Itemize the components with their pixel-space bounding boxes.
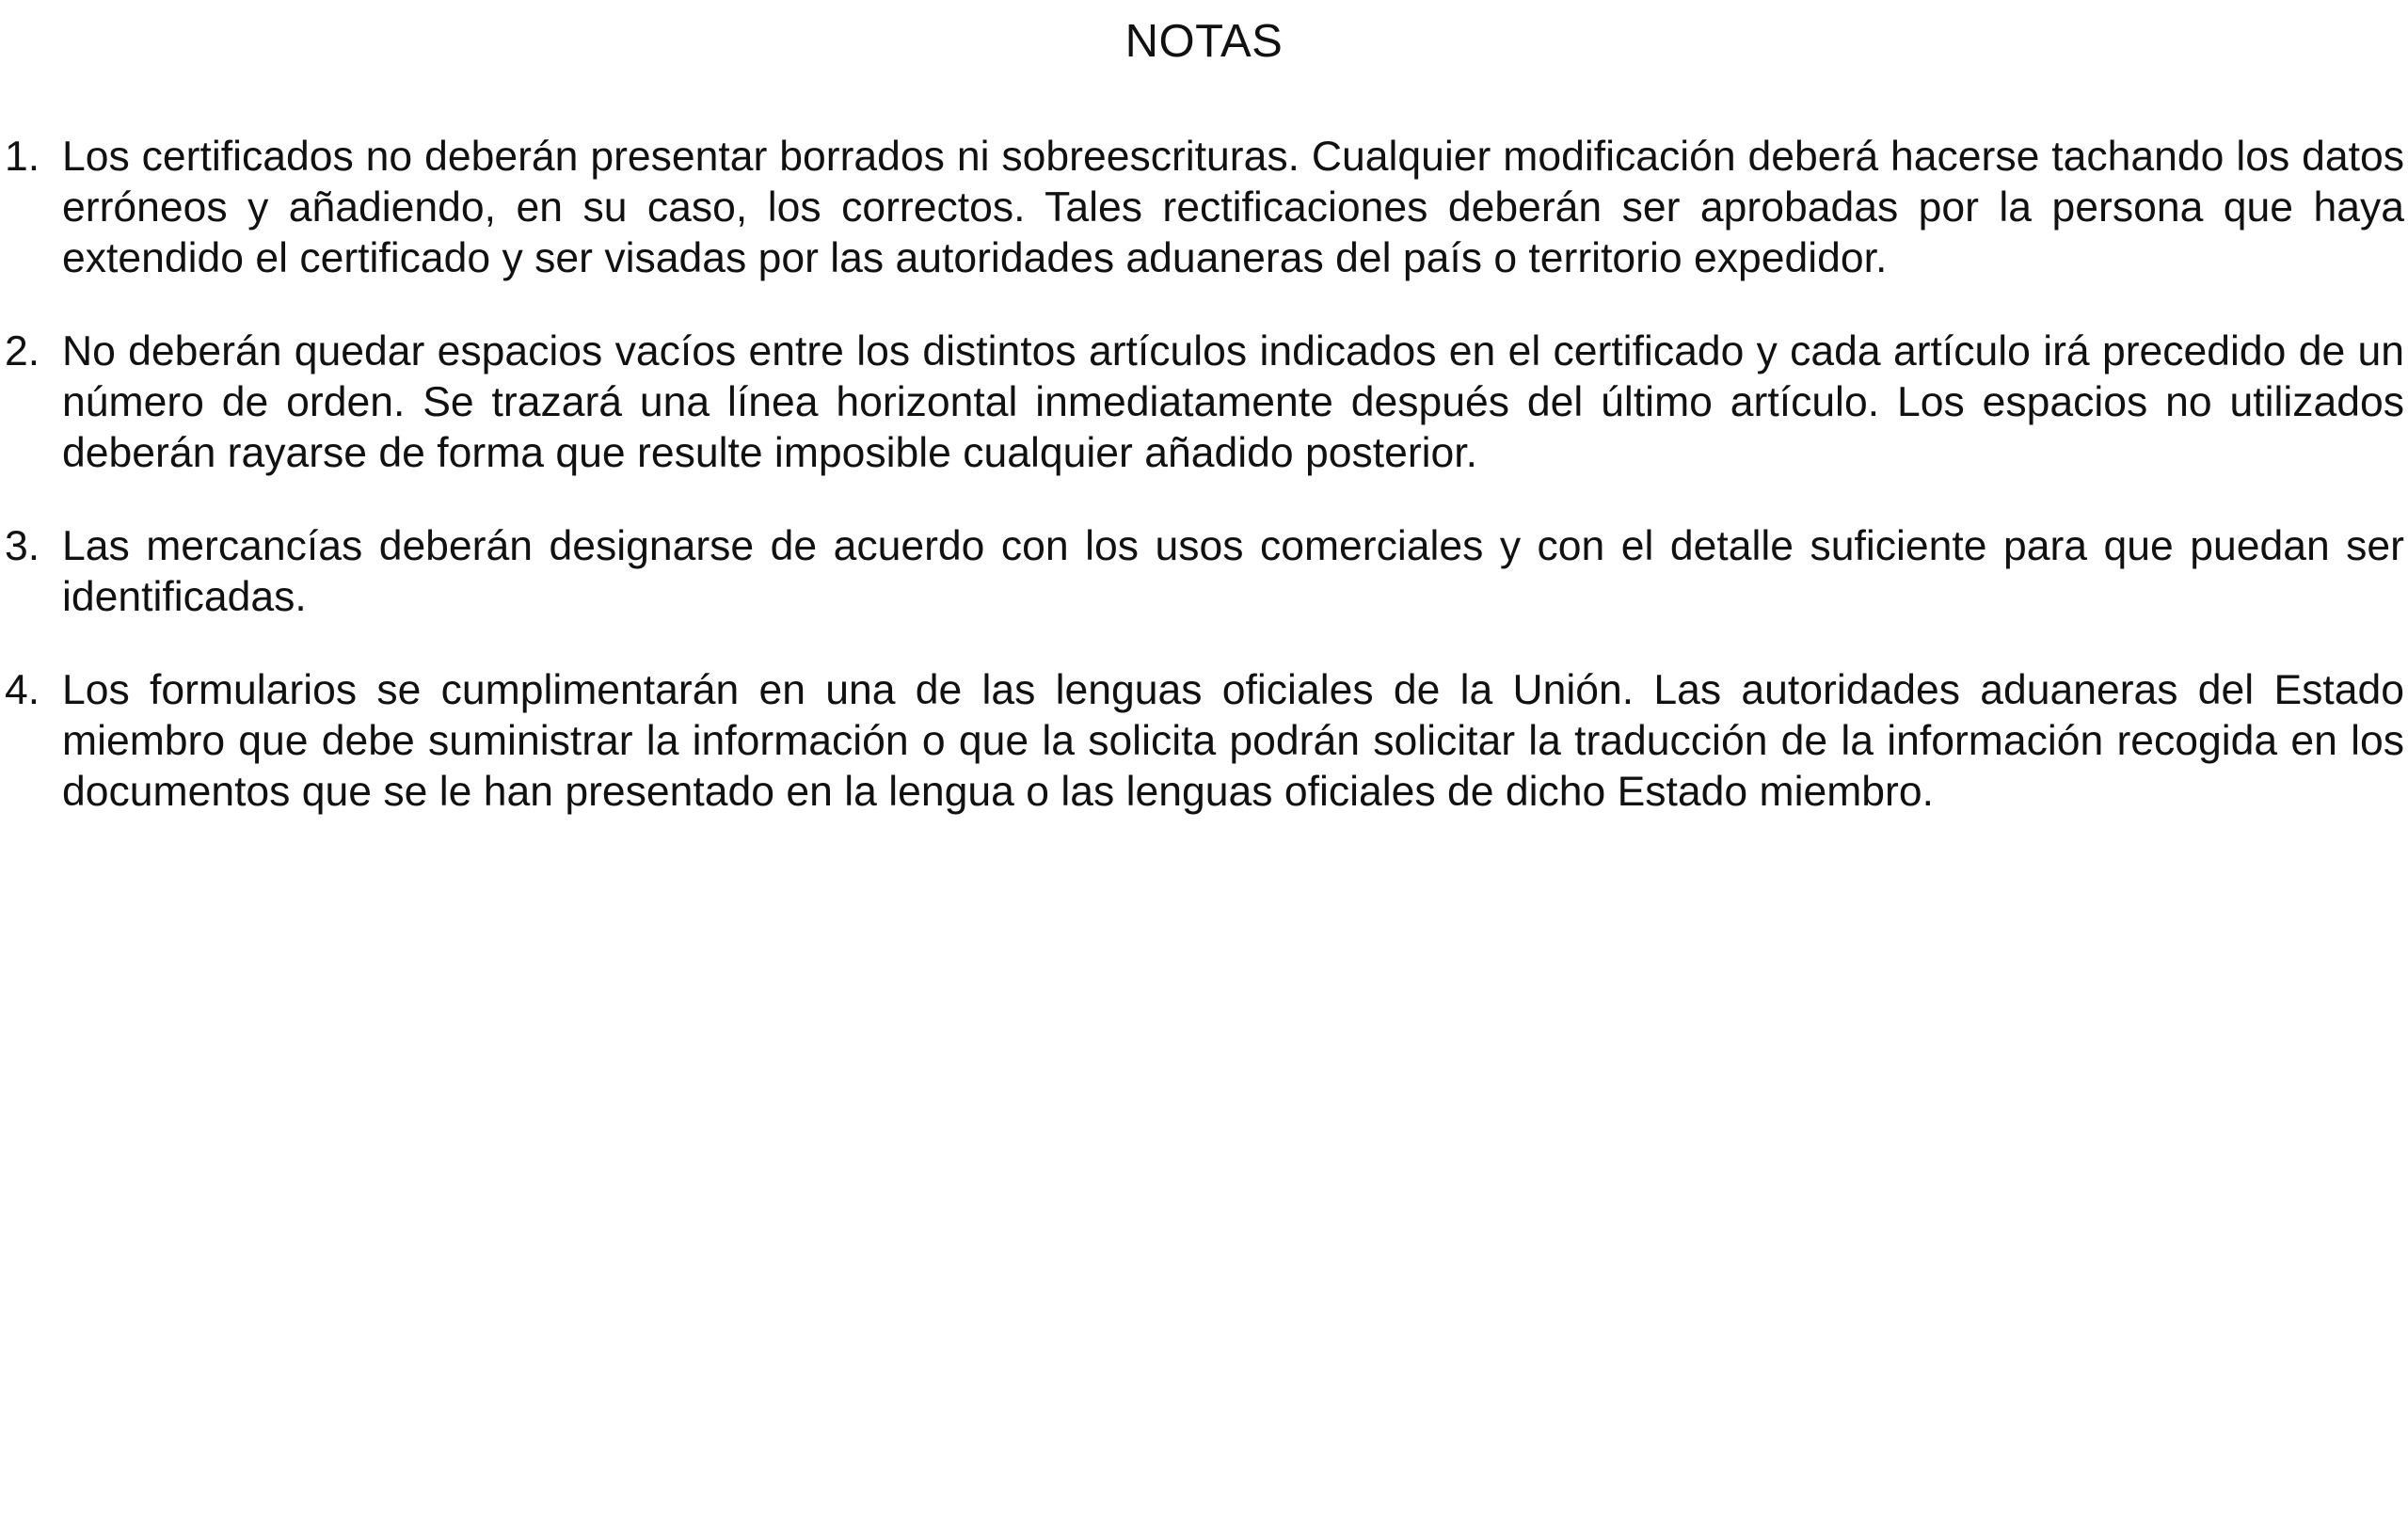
note-item-4 — [0, 665, 2404, 818]
note-item-3 — [0, 521, 2404, 623]
note-number: 2. — [5, 328, 40, 374]
note-number: 4. — [5, 667, 40, 713]
note-item-2 — [0, 327, 2404, 479]
note-text: Las mercancías deberán designarse de acuerdo con los usos comerciales y con el detalle suficiente para que puedan ser identificadas. — [62, 523, 2404, 620]
notes-heading: NOTAS — [1124, 16, 1284, 67]
note-item-1 — [0, 132, 2404, 284]
note-number: 3. — [5, 523, 40, 569]
notes-list — [0, 132, 2404, 860]
note-text: Los formularios se cumplimentarán en una de las lenguas oficiales de la Unión. Las autoridades aduaneras del Estado miembro que debe suministrar la información o que la solicita podrán solicitar la traducción de la información recogida en los documentos que se le han presentado en la lengua o las lenguas oficiales de dicho Estado miembro. — [62, 667, 2404, 815]
note-text: No deberán quedar espacios vacíos entre los distintos artículos indicados en el certificado y cada artículo irá precedido de un número de orden. Se trazará una línea horizontal inmediatamente después del último artículo. Los espacios no utilizados deberán rayarse de forma que resulte imposible cualquier añadido posterior. — [62, 328, 2404, 476]
note-number: 1. — [5, 134, 40, 180]
note-text: Los certificados no deberán presentar borrados ni sobreescrituras. Cualquier modificación deberá hacerse tachando los datos erróneos y añadiendo, en su caso, los correctos. Tales rectificaciones deberán ser aprobadas por la persona que haya extendido el certificado y ser visadas por las autoridades aduaneras del país o territorio expedidor. — [62, 134, 2404, 281]
